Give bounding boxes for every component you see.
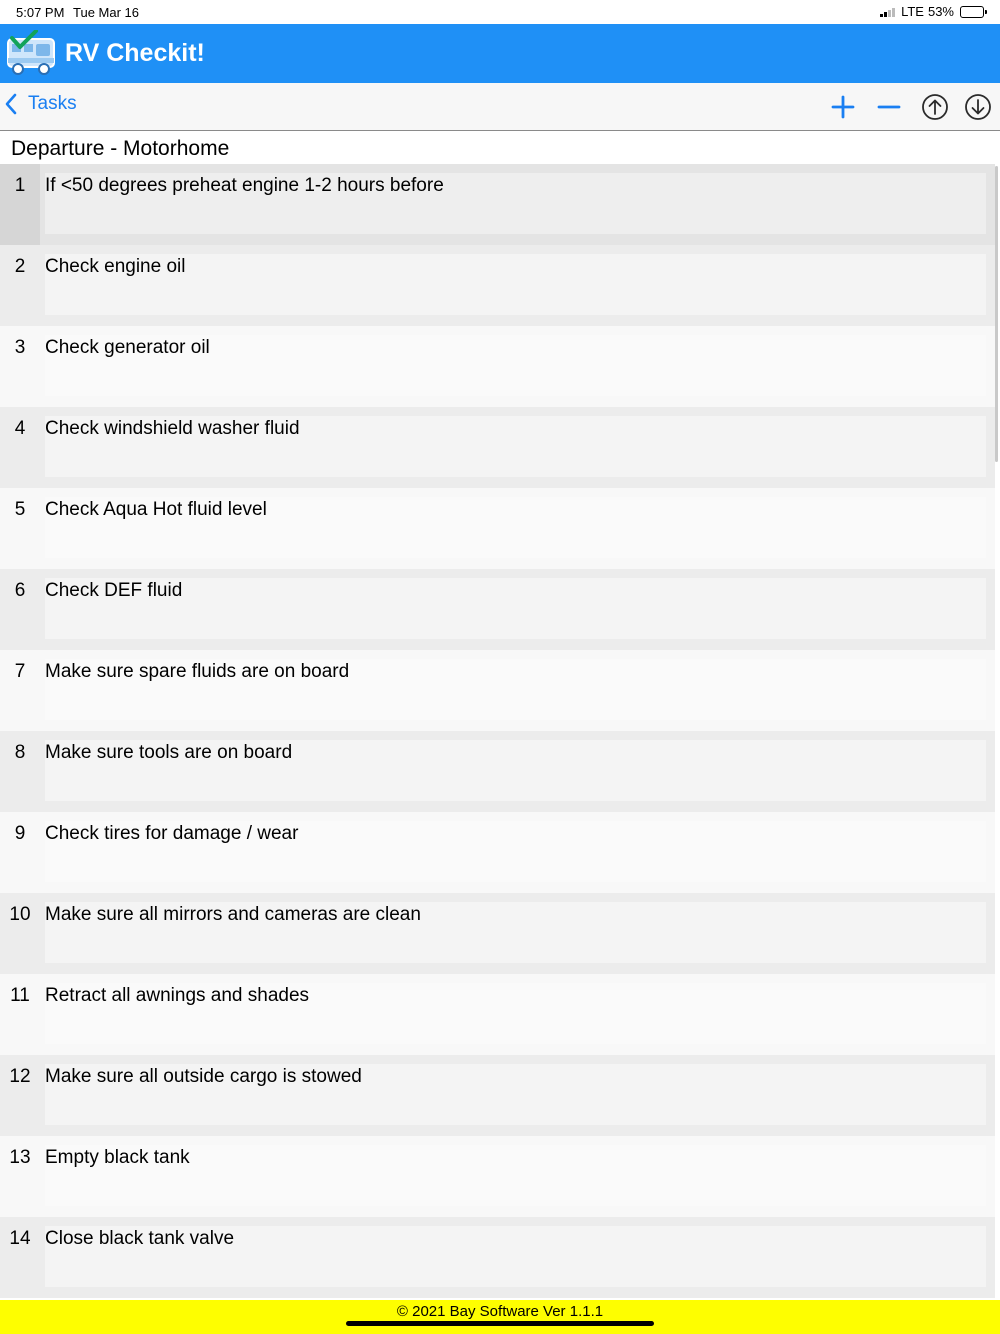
task-text: Check DEF fluid xyxy=(45,580,183,601)
task-text: Check windshield washer fluid xyxy=(45,418,300,439)
task-number: 12 xyxy=(9,1066,31,1087)
task-row[interactable] xyxy=(0,731,995,812)
move-down-button[interactable] xyxy=(963,92,993,122)
rv-checkmark-logo-icon xyxy=(6,30,56,78)
task-number: 13 xyxy=(9,1147,31,1168)
scrollbar[interactable] xyxy=(995,166,998,462)
navigation-bar xyxy=(0,83,1000,131)
task-row[interactable] xyxy=(0,569,995,650)
task-list xyxy=(0,164,995,1300)
task-text: Make sure spare fluids are on board xyxy=(45,661,350,682)
task-row[interactable] xyxy=(0,1055,995,1136)
task-row[interactable] xyxy=(0,407,995,488)
task-number: 1 xyxy=(0,164,40,245)
task-text: Empty black tank xyxy=(45,1147,190,1168)
move-up-button[interactable] xyxy=(920,92,950,122)
back-to-tasks-button[interactable] xyxy=(4,93,77,115)
app-header xyxy=(0,24,1000,83)
remove-task-button[interactable] xyxy=(874,92,904,122)
task-text: Check generator oil xyxy=(45,337,210,358)
task-text: Check Aqua Hot fluid level xyxy=(45,499,267,520)
task-text: Check engine oil xyxy=(45,256,186,277)
status-indicators xyxy=(880,4,984,19)
task-number: 9 xyxy=(14,823,26,844)
task-row[interactable] xyxy=(0,1136,995,1217)
task-row[interactable] xyxy=(0,164,995,245)
task-text: Close black tank valve xyxy=(45,1228,235,1249)
task-row[interactable] xyxy=(0,893,995,974)
task-number: 3 xyxy=(14,337,26,358)
network-type: LTE xyxy=(901,4,924,19)
battery-percent: 53% xyxy=(927,4,954,19)
task-row[interactable] xyxy=(0,812,995,893)
task-row[interactable] xyxy=(0,488,995,569)
app-title: RV Checkit! xyxy=(65,39,205,67)
task-number: 14 xyxy=(9,1228,31,1249)
task-number: 11 xyxy=(10,985,30,1006)
task-number: 6 xyxy=(14,580,26,601)
task-number: 7 xyxy=(14,661,26,682)
list-title: Departure - Motorhome xyxy=(0,132,1000,164)
task-number: 2 xyxy=(14,256,26,277)
task-text: Make sure all mirrors and cameras are clean xyxy=(45,904,421,925)
footer xyxy=(0,1300,1000,1334)
task-number: 4 xyxy=(14,418,26,439)
task-text: Make sure tools are on board xyxy=(45,742,293,763)
task-text-field[interactable] xyxy=(45,254,986,315)
task-row[interactable] xyxy=(0,326,995,407)
add-task-button[interactable] xyxy=(828,92,858,122)
chevron-left-icon xyxy=(4,93,18,115)
copyright-text: © 2021 Bay Software Ver 1.1.1 xyxy=(396,1303,604,1320)
status-time: 5:07 PM xyxy=(16,5,65,20)
task-row[interactable] xyxy=(0,650,995,731)
home-indicator xyxy=(346,1321,654,1326)
back-label: Tasks xyxy=(28,93,77,114)
task-text: If <50 degrees preheat engine 1-2 hours before xyxy=(45,175,444,196)
status-bar xyxy=(0,0,1000,24)
task-number: 10 xyxy=(9,904,31,925)
battery-icon xyxy=(960,6,984,18)
task-row[interactable] xyxy=(0,974,995,1055)
task-text: Retract all awnings and shades xyxy=(45,985,310,1006)
task-row[interactable] xyxy=(0,1217,995,1298)
task-text: Check tires for damage / wear xyxy=(45,823,299,844)
task-number: 5 xyxy=(14,499,26,520)
task-text: Make sure all outside cargo is stowed xyxy=(45,1066,362,1087)
cellular-signal-icon xyxy=(880,7,895,17)
task-text-field[interactable] xyxy=(45,578,986,639)
task-row[interactable] xyxy=(0,245,995,326)
status-date: Tue Mar 16 xyxy=(73,5,139,20)
task-number: 8 xyxy=(14,742,26,763)
